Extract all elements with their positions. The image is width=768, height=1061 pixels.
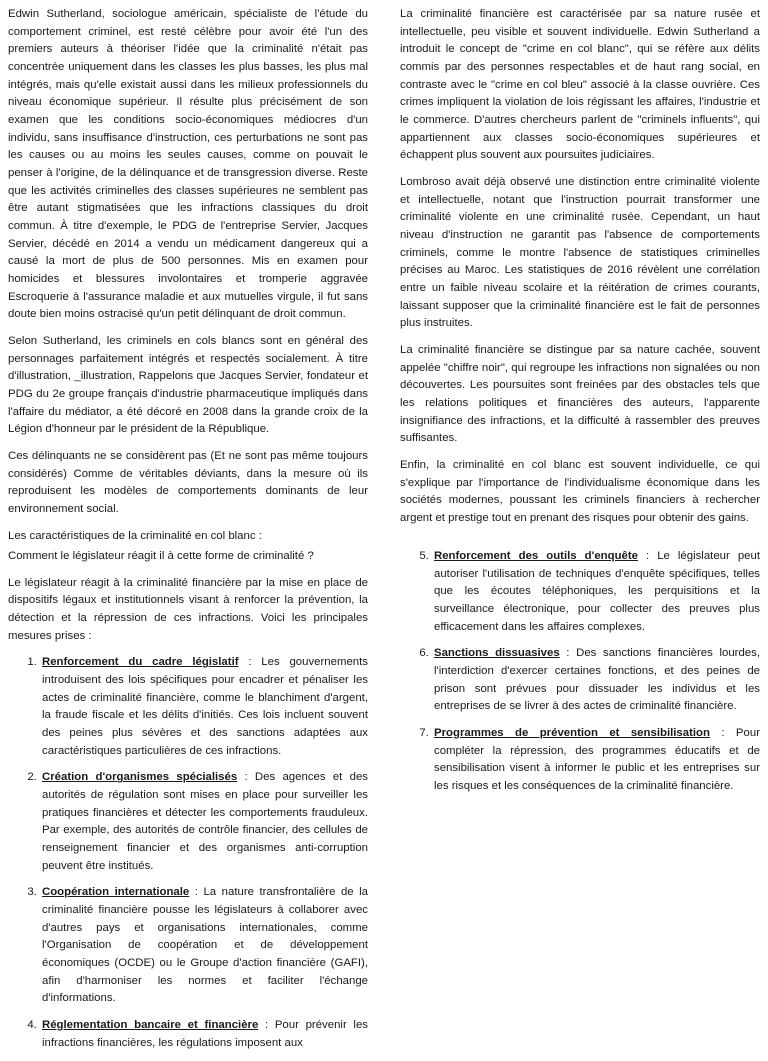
list-item-title: Renforcement du cadre législatif (42, 656, 239, 669)
bottom-right-column (400, 548, 760, 805)
list-item-title: Coopération internationale (42, 886, 190, 899)
bottom-left-column (8, 548, 368, 1061)
paragraph-deviants: Ces délinquants ne se considèrent pas (Et ne sont pas même toujours considérés) Comme de véritables déviants, dans la mesure où ils reproduisent les modèles de comportements dominants de leur environnement social. (8, 450, 368, 516)
list-item-text: : La nature transfrontalière de la criminalité financière pousse les législateurs à collaborer avec d'autres pays et organisations internationales, comme l'Organisation de coopération et de développement économiques (OCDE) ou le Groupe d'action financière (GAFI), afin d'harmoniser les normes et faciliter l'échange d'informations. (42, 886, 368, 1005)
list-item (40, 769, 368, 875)
paragraph-individualism: Enfin, la criminalité en col blanc est souvent individuelle, ce qui s'explique par l'importance de l'individualisme économique dans les sociétés modernes, poussant les criminels financiers à rechercher argent et prestige tout en prenant des risques pour obtenir des gains. (400, 459, 760, 525)
list-item-title: Création d'organismes spécialisés (42, 771, 238, 784)
list-item-text: : Les gouvernements introduisent des lois spécifiques pour encadrer et pénaliser les actes de criminalité financière, comme le blanchiment d'argent, la fraude fiscale et les délits d'initiés. Ces lois incluent souvent des peines plus sévères et des sanctions adaptées aux caractéristiques particulières de ces infractions. (42, 656, 368, 757)
list-item (432, 548, 760, 636)
paragraph-lombroso: Lombroso avait déjà observé une distinction entre criminalité violente et intellectuelle, notant que l'instruction pourrait transformer une criminalité violente en une criminalité rusée. Cependant, un haut niveau d'instruction ne garantit pas l'absence de comportements criminels, comme le montre l'absence de statistiques criminelles précises au Maroc. Les statistiques de 2016 révèlent une corrélation entre un faible niveau scolaire et la réitération de crimes courants, laissant supposer que la criminalité financière est le fait de personnes plus instruites. (400, 176, 760, 330)
paragraph-dark-figure: La criminalité financière se distingue par sa nature cachée, souvent appelée "chiffre noir", qui regroupe les infractions non signalées ou non découvertes. Les poursuites sont freinées par des obstacles tels que les relations politiques et financières des auteurs, l'apparente insignifiance des infractions, et la difficulté à rassembler des preuves suffisantes. (400, 344, 760, 445)
section-heading-legislator: Comment le législateur réagit il à cette forme de criminalité ? (8, 550, 314, 562)
list-item (40, 654, 368, 760)
list-item-text: : Le législateur peut autoriser l'utilisation de techniques d'enquête spécifiques, telles que les écoutes téléphoniques, les perquisitions et la surveillance électronique, pour collecter des preuves plus efficacement dans les affaires complexes. (434, 550, 760, 633)
list-item (432, 725, 760, 796)
top-right-column (400, 6, 760, 537)
list-item-text: : Des sanctions financières lourdes, l'interdiction d'exercer certaines fonctions, et des peines de prison sont prévues pour dissuader les individus et les entreprises de se livrer à des actes de criminalité financière. (434, 647, 760, 713)
list-item (40, 884, 368, 1008)
list-item-title: Réglementation bancaire et financière (42, 1019, 259, 1032)
list-item-text: : Des agences et des autorités de régulation sont mises en place pour surveiller les pratiques financières et détecter les comportements frauduleux. Par exemple, des autorités de contrôle financier, des cellules de renseignement financier et des organismes anti-corruption peuvent être institués. (42, 771, 368, 872)
list-item-text: : Pour compléter la répression, des programmes éducatifs et de sensibilisation visent à informer le public et les entreprises sur les risques et les conséquences de la criminalité financière. (434, 727, 760, 793)
paragraph-sutherland-intro: Edwin Sutherland, sociologue américain, spécialiste de l'étude du comportement criminel, est resté célèbre pour avoir été l'un des premiers auteurs à théoriser l'idée que la criminalité n'était pas concentrée uniquement dans les classes les plus basses, les plus mal intégrés, mais qu'elle existait aussi dans les milieux professionnels du niveau économique supérieur. Il résulte plus précisément de son examen que les conditions socio-économiques médiocres d'un individu, sans insuffisance d'instruction, ces perturbations ne sont pas les causes ou au moins les seules causes, comme on pouvait le penser à l'origine, de la délinquance et de transgression diverse. Reste que les activités criminelles des classes supérieures ne semblent pas être autant stigmatisées que les infractions classiques du droit commun. À titre d'exemple, le PDG de l'entreprise Servier, Jacques Servier, décédé en 2014 a vendu un médicament dangereux qui a causé la mort de plus de 500 personnes. Mis en examen pour homicides et blessures involontaires et tromperie aggravée Escroquerie à l'assurance maladie et aux mutuelles virgule, il fut sans doute bien moins ostracisé qu'un petit délinquant de droit commun. (8, 8, 368, 321)
paragraph-legislator-intro: Le législateur réagit à la criminalité financière par la mise en place de dispositifs légaux et institutionnels visant à renforcer la prévention, la détection et la répression de ces infractions. Voici les principales mesures prises : (8, 576, 368, 642)
list-item-title: Programmes de prévention et sensibilisation (434, 727, 710, 740)
measures-list-part-2 (400, 548, 760, 796)
paragraph-characteristics-heading: Les caractéristiques de la criminalité en col blanc : (8, 529, 262, 542)
paragraph-financial-crime-nature: La criminalité financière est caractérisée par sa nature rusée et intellectuelle, peu visible et souvent individuelle. Edwin Sutherland a introduit le concept de "crime en col blanc", qui se réfère aux délits commis par des personnes respectables et de haut rang social, en contraste avec le "crime en col bleu" associé à la classe ouvrière. Ces crimes impliquent la violation de lois régissant les affaires, l'industrie et le commerce. D'autres chercheurs parlent de "criminels influents", qui appartiennent aux classes socio-économiques supérieures et échappent plus souvent aux poursuites judiciaires. (400, 8, 760, 162)
list-item (40, 1017, 368, 1052)
paragraph-white-collar-criminals: Selon Sutherland, les criminels en cols blancs sont en général des personnages parfaitement intégrés et respectés socialement. À titre d'illustration, _illustration, Rappelons que Jacques Servier, fondateur et PDG du 2e groupe français d'industrie pharmaceutique impliqués dans l'affaire du médiator, a été décoré en 2008 dans la grande croix de la Légion d'honneur par le président de la République. (8, 335, 368, 436)
top-left-column (8, 6, 368, 554)
list-item-text: : Pour prévenir les infractions financières, les régulations imposent aux (42, 1019, 368, 1049)
list-item-title: Sanctions dissuasives (434, 647, 560, 660)
list-item-title: Renforcement des outils d'enquête (434, 550, 638, 562)
measures-list-part-1 (8, 654, 368, 1052)
list-item (432, 645, 760, 716)
